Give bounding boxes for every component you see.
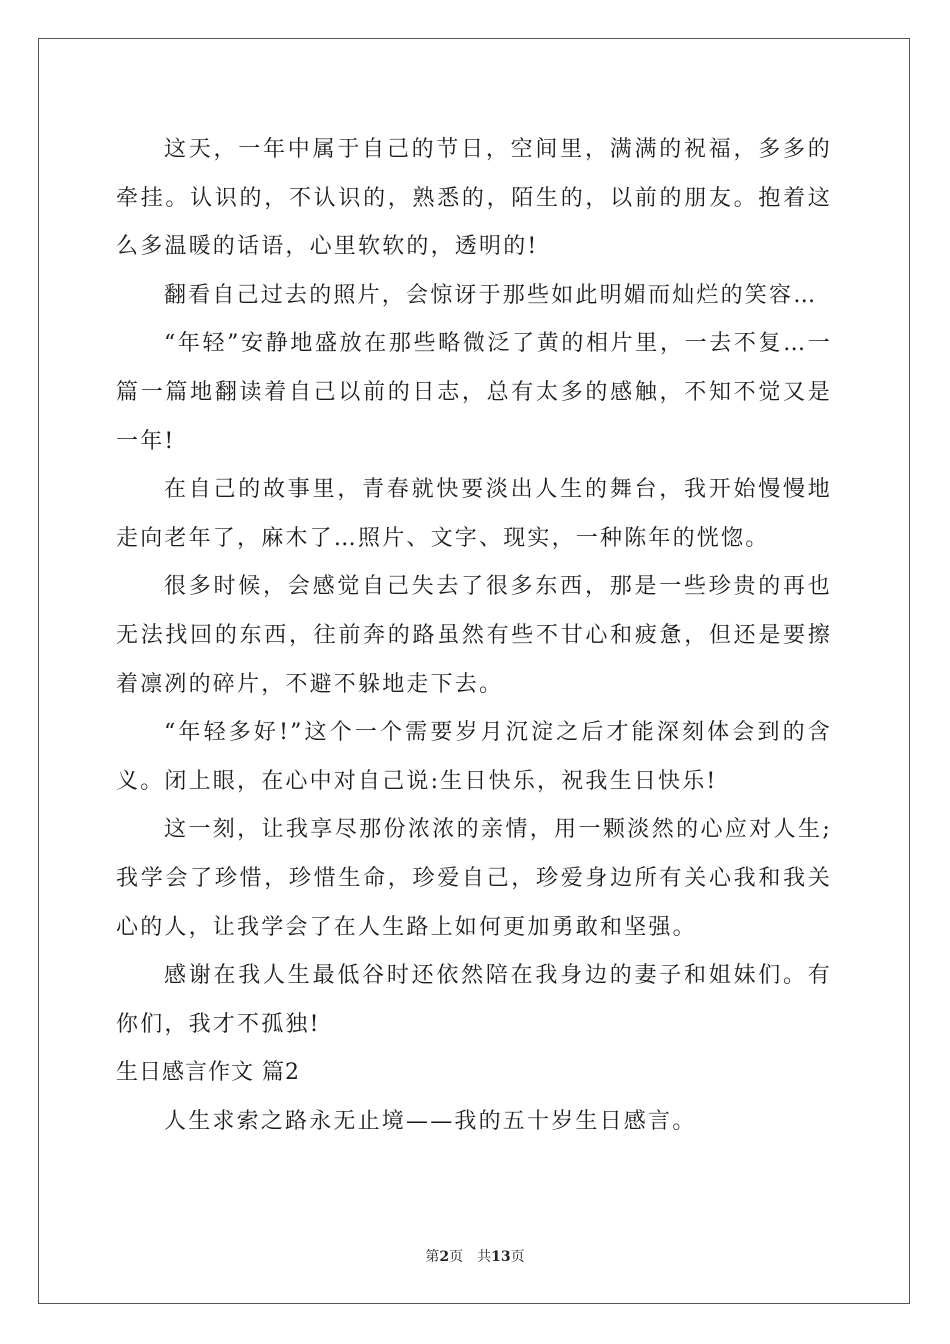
footer-suffix: 页 [510, 1249, 525, 1265]
document-body [116, 126, 832, 1146]
paragraph: 人生求索之路永无止境——我的五十岁生日感言。 [164, 1108, 697, 1134]
paragraph: 在自己的故事里，青春就快要淡出人生的舞台，我开始慢慢地走向老年了，麻木了…照片、文字、现实，一种陈年的恍惚。 [116, 477, 832, 551]
paragraph: 感谢在我人生最低谷时还依然陪在我身边的妻子和姐妹们。有你们，我才不孤独! [116, 963, 832, 1037]
paragraph: “年轻多好!”这个一个需要岁月沉淀之后才能深刻体会到的含义。闭上眼，在心中对自己说:生日快乐，祝我生日快乐! [116, 720, 832, 794]
footer-total-pages: 13 [491, 1249, 511, 1265]
paragraph: 这天，一年中属于自己的节日，空间里，满满的祝福，多多的牵挂。认识的，不认识的，熟悉的，陌生的，以前的朋友。抱着这么多温暖的话语，心里软软的，透明的! [116, 137, 832, 260]
page-footer [0, 1246, 950, 1266]
section-heading: 生日感言作文 篇2 [116, 1060, 300, 1086]
footer-mid: 页 共 [449, 1249, 492, 1265]
paragraph: 很多时候，会感觉自己失去了很多东西，那是一些珍贵的再也无法找回的东西，往前奔的路虽然有些不甘心和疲惫，但还是要擦着凛冽的碎片，不避不躲地走下去。 [116, 574, 832, 697]
footer-prefix: 第 [425, 1249, 440, 1265]
paragraph: “年轻”安静地盛放在那些略微泛了黄的相片里，一去不复…一篇一篇地翻读着自己以前的日志，总有太多的感触，不知不觉又是一年! [116, 331, 832, 454]
paragraph: 这一刻，让我享尽那份浓浓的亲情，用一颗淡然的心应对人生;我学会了珍惜，珍惜生命，珍爱自己，珍爱身边所有关心我和我关心的人，让我学会了在人生路上如何更加勇敢和坚强。 [116, 817, 832, 940]
footer-page-number: 2 [439, 1249, 450, 1265]
paragraph: 翻看自己过去的照片，会惊讶于那些如此明媚而灿烂的笑容… [164, 282, 818, 308]
